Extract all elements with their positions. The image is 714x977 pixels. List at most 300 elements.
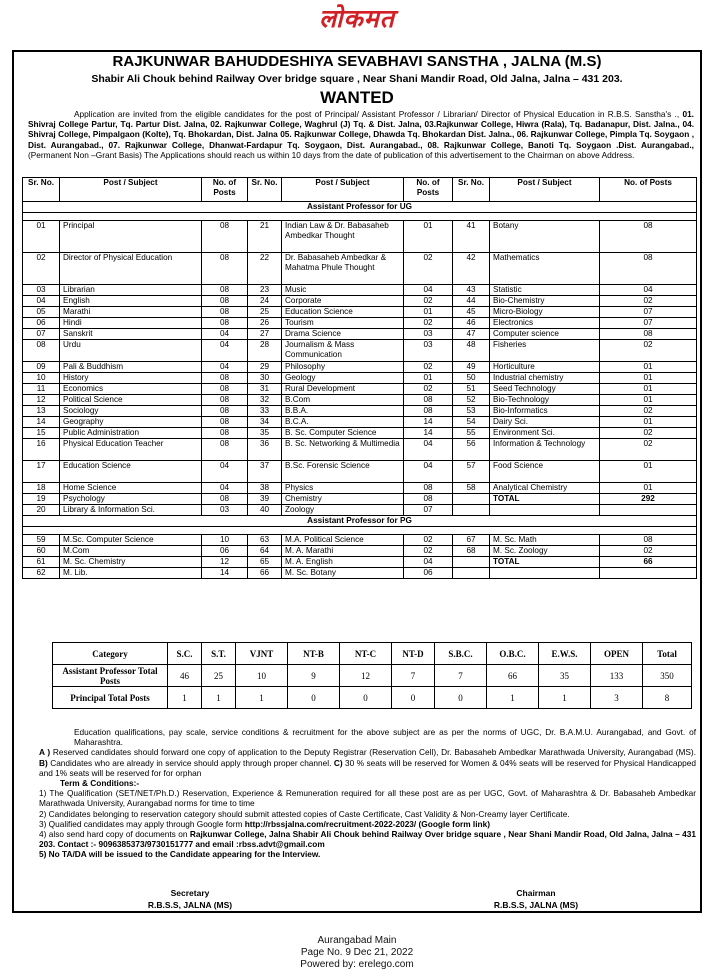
category-cell: 1: [539, 687, 591, 709]
table-cell: 07: [404, 505, 453, 516]
table-cell: Psychology: [60, 494, 202, 505]
table-cell: Electronics: [490, 318, 600, 329]
table-cell: 08: [202, 406, 248, 417]
category-header-cell: VJNT: [236, 643, 288, 665]
table-cell: 01: [404, 307, 453, 318]
category-cell: 46: [168, 665, 202, 687]
table-row: [23, 557, 697, 568]
table-cell: Analytical Chemistry: [490, 483, 600, 494]
posts-header-cell: No. of Posts: [202, 178, 248, 202]
table-row: [23, 535, 697, 546]
posts-header-cell: Sr. No.: [453, 178, 490, 202]
table-cell: 13: [23, 406, 60, 417]
category-header-cell: S.B.C.: [435, 643, 487, 665]
table-cell: Education Science: [282, 307, 404, 318]
category-header-cell: E.W.S.: [539, 643, 591, 665]
table-cell: Chemistry: [282, 494, 404, 505]
spacer-row: [23, 527, 697, 535]
table-row: [23, 373, 697, 384]
table-cell: Home Science: [60, 483, 202, 494]
term-1: 1) The Qualification (SET/NET/Ph.D.) Reservation, Experience & Remuneration required for all these post are as per UGC, Govt. of Maharashtra & Dr. Babasaheb Ambedkar Marathwada University, Aurangabad norms for time to time: [39, 788, 696, 809]
table-cell: 66: [248, 568, 282, 579]
table-cell: 05: [23, 307, 60, 318]
table-cell: [453, 568, 490, 579]
table-cell: 08: [202, 428, 248, 439]
category-header-cell: S.C.: [168, 643, 202, 665]
organization-address: Shabir Ali Chouk behind Railway Over bridge square , Near Shani Mandir Road, Old Jalna, Jalna – 431 203.: [91, 73, 623, 85]
table-cell: 01: [600, 362, 697, 373]
category-cell: 7: [435, 665, 487, 687]
wanted-heading: WANTED: [320, 88, 394, 107]
category-cell: 8: [643, 687, 692, 709]
table-row: [23, 253, 697, 285]
table-cell: 04: [202, 362, 248, 373]
table-cell: TOTAL: [490, 494, 600, 505]
table-cell: 39: [248, 494, 282, 505]
table-cell: Physical Education Teacher: [60, 439, 202, 461]
table-cell: 48: [453, 340, 490, 362]
table-cell: B.Com: [282, 395, 404, 406]
table-row: [23, 439, 697, 461]
table-row: [23, 546, 697, 557]
table-cell: 04: [404, 557, 453, 568]
table-cell: TOTAL: [490, 557, 600, 568]
table-cell: Computer science: [490, 329, 600, 340]
table-cell: Music: [282, 285, 404, 296]
table-cell: 04: [202, 340, 248, 362]
table-cell: 38: [248, 483, 282, 494]
table-cell: Bio-Chemistry: [490, 296, 600, 307]
table-cell: 01: [404, 221, 453, 253]
term-3: [39, 819, 696, 829]
table-cell: 55: [453, 428, 490, 439]
table-cell: 17: [23, 461, 60, 483]
table-cell: [453, 494, 490, 505]
table-cell: Micro-Biology: [490, 307, 600, 318]
table-cell: 08: [202, 318, 248, 329]
table-row: [23, 340, 697, 362]
category-cell: 133: [591, 665, 643, 687]
table-cell: 51: [453, 384, 490, 395]
table-cell: Seed Technology: [490, 384, 600, 395]
table-cell: 08: [202, 285, 248, 296]
footer-powered-by: Powered by: erelego.com: [300, 959, 414, 970]
table-cell: 08: [600, 253, 697, 285]
page-footer: [0, 935, 714, 971]
table-cell: Marathi: [60, 307, 202, 318]
table-cell: 04: [404, 285, 453, 296]
table-row: [23, 461, 697, 483]
table-cell: 08: [202, 373, 248, 384]
table-row: [23, 483, 697, 494]
note-c-text: 30 % seats will be reserved for Women & 04% seats will be reserved for Physical Handicapped and 1% seats will be reserved for for orphan: [39, 757, 697, 778]
table-cell: 60: [23, 546, 60, 557]
table-cell: 23: [248, 285, 282, 296]
table-cell: 07: [600, 307, 697, 318]
table-cell: Information & Technology: [490, 439, 600, 461]
table-cell: 19: [23, 494, 60, 505]
table-cell: [490, 568, 600, 579]
table-cell: Public Administration: [60, 428, 202, 439]
table-cell: 14: [404, 428, 453, 439]
table-cell: 61: [23, 557, 60, 568]
table-cell: 44: [453, 296, 490, 307]
table-cell: 50: [453, 373, 490, 384]
category-cell: 12: [340, 665, 392, 687]
category-cell: 350: [643, 665, 692, 687]
table-cell: M. A. Marathi: [282, 546, 404, 557]
category-cell: 1: [168, 687, 202, 709]
table-cell: M. Sc. Botany: [282, 568, 404, 579]
table-cell: 68: [453, 546, 490, 557]
category-cell: 9: [288, 665, 340, 687]
category-header-cell: NT-B: [288, 643, 340, 665]
table-cell: 58: [453, 483, 490, 494]
table-cell: 08: [600, 535, 697, 546]
table-cell: 36: [248, 439, 282, 461]
table-cell: 14: [404, 417, 453, 428]
table-cell: B. Sc. Networking & Multimedia: [282, 439, 404, 461]
table-cell: 08: [404, 406, 453, 417]
table-cell: 24: [248, 296, 282, 307]
table-cell: Indian Law & Dr. Babasaheb Ambedkar Thought: [282, 221, 404, 253]
table-cell: Corporate: [282, 296, 404, 307]
table-cell: 22: [248, 253, 282, 285]
table-row: [23, 362, 697, 373]
table-cell: B.C.A.: [282, 417, 404, 428]
table-cell: 62: [23, 568, 60, 579]
table-row: [23, 494, 697, 505]
table-cell: M.Sc. Computer Science: [60, 535, 202, 546]
posts-table: [22, 177, 697, 579]
table-cell: 04: [202, 483, 248, 494]
table-cell: 29: [248, 362, 282, 373]
table-cell: M.Com: [60, 546, 202, 557]
table-cell: Geology: [282, 373, 404, 384]
table-cell: 63: [248, 535, 282, 546]
term-4: [39, 829, 696, 849]
category-header-cell: NT-C: [340, 643, 392, 665]
table-cell: 08: [202, 221, 248, 253]
table-cell: Journalism & Mass Communication: [282, 340, 404, 362]
table-cell: 64: [248, 546, 282, 557]
table-cell: Hindi: [60, 318, 202, 329]
table-cell: 10: [202, 535, 248, 546]
table-cell: [600, 568, 697, 579]
category-cell: 0: [288, 687, 340, 709]
table-cell: 10: [23, 373, 60, 384]
table-cell: 02: [600, 296, 697, 307]
intro-college-list: 01. Shivraj College Partur, Tq. Partur Dist. Jalna, 02. Rajkunwar College, Waghrul (J) Tq. & Dist. Jalna, 03.Rajkunwar College, Hiwra (Rala), Tq. Badanapur, Dist. Jalna., 04. Shivraj College, Pimpalgaon (Kolte), Tq. Bhokardan, Dist. Jalna 05. Rajkunwar College, Dhawda Tq. Bhokardan Dist. Jalna., 06. Rajkunwar College, Pimpla Tq. Soygaon , Dist. Aurangabad., 07. Rajkunwar College, Dhanwat-Fardapur Tq. Soygaon, Dist. Aurangabad., 08. Rajkunwar College, Banoti Tq. Soygaon .Dist. Aurangabad.,: [28, 109, 694, 150]
table-cell: 12: [23, 395, 60, 406]
table-cell: 02: [404, 362, 453, 373]
table-cell: 66: [600, 557, 697, 568]
table-cell: History: [60, 373, 202, 384]
table-cell: Zoology: [282, 505, 404, 516]
table-cell: 15: [23, 428, 60, 439]
table-cell: 08: [404, 494, 453, 505]
chairman-org: R.B.S.S, JALNA (MS): [493, 900, 579, 910]
footer-page-date: Page No. 9 Dec 21, 2022: [300, 947, 414, 958]
table-cell: 08: [600, 221, 697, 253]
table-cell: 01: [600, 483, 697, 494]
table-row: [23, 318, 697, 329]
category-header-cell: OPEN: [591, 643, 643, 665]
table-cell: 30: [248, 373, 282, 384]
spacer-row: [23, 213, 697, 221]
table-cell: B.B.A.: [282, 406, 404, 417]
table-cell: Geography: [60, 417, 202, 428]
category-header-cell: Category: [53, 643, 168, 665]
table-cell: Mathematics: [490, 253, 600, 285]
table-row: [23, 406, 697, 417]
table-cell: M. A. English: [282, 557, 404, 568]
qualification-note: Education qualifications, pay scale, service conditions & recruitment for the above subject are as per the norms of UGC, Dr. B.A.M.U. Aurangabad, and Govt. of Maharashtra.: [74, 727, 696, 748]
term-3-text: 3) Qualified candidates may apply through Google form: [39, 818, 245, 829]
category-cell: 1: [236, 687, 288, 709]
term-2: 2) Candidates belonging to reservation category should submit attested copies of Caste Certificate, Cast Validity & Non-Creamy layer Certificate.: [39, 808, 570, 819]
category-cell: 35: [539, 665, 591, 687]
note-a-text: Reserved candidates should forward one copy of application to the Deputy Registrar (Reservation Cell), Dr. Babasaheb Ambedkar Marathwada University, Aurangabad (MS).: [50, 747, 696, 758]
table-cell: 14: [202, 568, 248, 579]
table-row: [23, 505, 697, 516]
table-cell: 07: [600, 318, 697, 329]
table-cell: 03: [404, 340, 453, 362]
table-cell: 18: [23, 483, 60, 494]
table-cell: [453, 505, 490, 516]
table-cell: 25: [248, 307, 282, 318]
pg-section-title: Assistant Professor for PG: [23, 516, 697, 527]
table-cell: Bio-Technology: [490, 395, 600, 406]
term-4-address: Rajkunwar College, Jalna Shabir Ali Chouk behind Railway Over bridge square , Near Shani Mandir Road, Old Jalna, Jalna – 431 203. Contact :- 9096385373/9730151777 and email :rbss.advt@gmail.com: [39, 829, 696, 850]
intro-lead: Application are invited from the eligible candidates for the post of Principal/ Assistant Professor / Librarian/ Director of Physical Education in R.B.S. Sanstha's .,: [74, 109, 680, 119]
terms-title: Term & Conditions:-: [60, 778, 140, 789]
table-cell: 09: [23, 362, 60, 373]
table-cell: Dr. Babasaheb Ambedkar & Mahatma Phule Thought: [282, 253, 404, 285]
posts-header-cell: No. of Posts: [600, 178, 697, 202]
table-cell: 02: [600, 340, 697, 362]
google-form-link[interactable]: http://rbssjalna.com/recruitment-2022-2023/ (Google form link): [244, 818, 490, 829]
table-cell: 08: [202, 253, 248, 285]
table-row: [23, 329, 697, 340]
note-b-text: Candidates who are already in service should apply through proper channel.: [47, 757, 334, 768]
posts-header-cell: Sr. No.: [248, 178, 282, 202]
table-cell: 01: [600, 384, 697, 395]
table-cell: 04: [600, 285, 697, 296]
table-cell: M. Lib.: [60, 568, 202, 579]
category-cell: 25: [202, 665, 236, 687]
table-cell: 35: [248, 428, 282, 439]
table-cell: Sociology: [60, 406, 202, 417]
table-cell: Philosophy: [282, 362, 404, 373]
table-cell: Drama Science: [282, 329, 404, 340]
category-cell: 10: [236, 665, 288, 687]
table-cell: 08: [404, 483, 453, 494]
table-cell: Director of Physical Education: [60, 253, 202, 285]
table-cell: 02: [23, 253, 60, 285]
table-cell: 08: [202, 395, 248, 406]
table-cell: 02: [600, 439, 697, 461]
table-cell: Botany: [490, 221, 600, 253]
table-cell: 01: [404, 373, 453, 384]
category-cell: 1: [487, 687, 539, 709]
note-b-label: B): [39, 757, 48, 768]
chairman-title: Chairman: [516, 888, 556, 898]
table-cell: 03: [23, 285, 60, 296]
table-cell: 20: [23, 505, 60, 516]
table-cell: Environment Sci.: [490, 428, 600, 439]
table-cell: 03: [202, 505, 248, 516]
table-cell: 03: [404, 329, 453, 340]
table-cell: 26: [248, 318, 282, 329]
table-row: [23, 417, 697, 428]
newspaper-masthead-logo: लोकमत: [319, 4, 395, 33]
table-cell: Bio-Informatics: [490, 406, 600, 417]
table-cell: 02: [600, 546, 697, 557]
table-cell: 33: [248, 406, 282, 417]
table-cell: 32: [248, 395, 282, 406]
table-cell: Physics: [282, 483, 404, 494]
table-cell: 01: [600, 417, 697, 428]
table-cell: 65: [248, 557, 282, 568]
table-cell: 08: [23, 340, 60, 362]
table-cell: 08: [202, 384, 248, 395]
table-cell: 34: [248, 417, 282, 428]
table-cell: 01: [600, 373, 697, 384]
table-cell: 04: [202, 461, 248, 483]
table-cell: Education Science: [60, 461, 202, 483]
table-cell: 02: [404, 384, 453, 395]
table-cell: 40: [248, 505, 282, 516]
table-row: [23, 428, 697, 439]
category-cell: 0: [340, 687, 392, 709]
table-cell: 04: [404, 439, 453, 461]
category-header-cell: Total: [643, 643, 692, 665]
table-cell: 28: [248, 340, 282, 362]
posts-header-cell: Sr. No.: [23, 178, 60, 202]
table-cell: Political Science: [60, 395, 202, 406]
table-cell: 46: [453, 318, 490, 329]
category-row: [53, 665, 692, 687]
table-row: [23, 568, 697, 579]
category-header-cell: S.T.: [202, 643, 236, 665]
table-cell: Food Science: [490, 461, 600, 483]
category-cell: 66: [487, 665, 539, 687]
table-cell: 67: [453, 535, 490, 546]
category-cell: 7: [392, 665, 435, 687]
category-cell: 1: [202, 687, 236, 709]
table-cell: [453, 557, 490, 568]
table-cell: Tourism: [282, 318, 404, 329]
table-cell: Horticulture: [490, 362, 600, 373]
table-cell: 06: [23, 318, 60, 329]
table-cell: 47: [453, 329, 490, 340]
table-cell: 04: [202, 329, 248, 340]
posts-header-cell: Post / Subject: [282, 178, 404, 202]
table-cell: 292: [600, 494, 697, 505]
advertisement-box: [12, 50, 702, 913]
table-row: [23, 395, 697, 406]
table-cell: M. Sc. Math: [490, 535, 600, 546]
chairman-signature-block: [456, 887, 616, 911]
table-cell: 27: [248, 329, 282, 340]
table-cell: 41: [453, 221, 490, 253]
table-cell: 02: [404, 296, 453, 307]
posts-header-cell: Post / Subject: [60, 178, 202, 202]
reservation-note: [39, 747, 696, 778]
category-table: [52, 642, 692, 709]
secretary-signature-block: [110, 887, 270, 911]
category-cell: 3: [591, 687, 643, 709]
table-cell: 57: [453, 461, 490, 483]
table-cell: 54: [453, 417, 490, 428]
table-cell: M. Sc. Chemistry: [60, 557, 202, 568]
table-cell: Pali & Buddhism: [60, 362, 202, 373]
table-cell: 08: [202, 296, 248, 307]
table-cell: 12: [202, 557, 248, 568]
intro-tail: (Permanent Non –Grant Basis) The Applications should reach us within 10 days from the date of publication of this advertisement to the Chairman on above Address.: [28, 149, 635, 160]
table-cell: 06: [404, 568, 453, 579]
table-cell: 08: [202, 439, 248, 461]
table-cell: B. Sc. Computer Science: [282, 428, 404, 439]
table-cell: 04: [23, 296, 60, 307]
table-cell: 01: [23, 221, 60, 253]
table-cell: [490, 505, 600, 516]
table-row: [23, 384, 697, 395]
ug-section-title: Assistant Professor for UG: [23, 202, 697, 213]
table-cell: Librarian: [60, 285, 202, 296]
term-4-text: 4) also send hard copy of documents on: [39, 829, 190, 840]
table-cell: Economics: [60, 384, 202, 395]
table-cell: [600, 505, 697, 516]
secretary-title: Secretary: [170, 888, 210, 898]
note-a-label: A ): [39, 747, 51, 758]
table-cell: Library & Information Sci.: [60, 505, 202, 516]
table-cell: 52: [453, 395, 490, 406]
table-cell: 02: [404, 253, 453, 285]
table-cell: 49: [453, 362, 490, 373]
table-cell: 08: [404, 395, 453, 406]
note-c-label: C): [333, 757, 343, 768]
table-cell: 02: [404, 546, 453, 557]
category-header-cell: NT-D: [392, 643, 435, 665]
table-cell: Sanskrit: [60, 329, 202, 340]
table-cell: Principal: [60, 221, 202, 253]
table-cell: 14: [23, 417, 60, 428]
table-cell: 02: [404, 535, 453, 546]
table-cell: 16: [23, 439, 60, 461]
table-row: [23, 221, 697, 253]
category-row-label: Principal Total Posts: [53, 687, 168, 709]
posts-header-cell: No. of Posts: [404, 178, 453, 202]
footer-edition: Aurangabad Main: [317, 935, 397, 946]
term-5: 5) No TA/DA will be issued to the Candidate appearing for the Interview.: [39, 849, 321, 860]
table-cell: 02: [404, 318, 453, 329]
table-cell: B.Sc. Forensic Science: [282, 461, 404, 483]
category-row: [53, 687, 692, 709]
table-cell: 53: [453, 406, 490, 417]
table-cell: 06: [202, 546, 248, 557]
table-row: [23, 285, 697, 296]
table-cell: Urdu: [60, 340, 202, 362]
table-cell: 08: [202, 307, 248, 318]
table-cell: Dairy Sci.: [490, 417, 600, 428]
table-cell: 02: [600, 428, 697, 439]
posts-header-cell: Post / Subject: [490, 178, 600, 202]
table-cell: 42: [453, 253, 490, 285]
table-cell: 43: [453, 285, 490, 296]
table-cell: Industrial chemistry: [490, 373, 600, 384]
